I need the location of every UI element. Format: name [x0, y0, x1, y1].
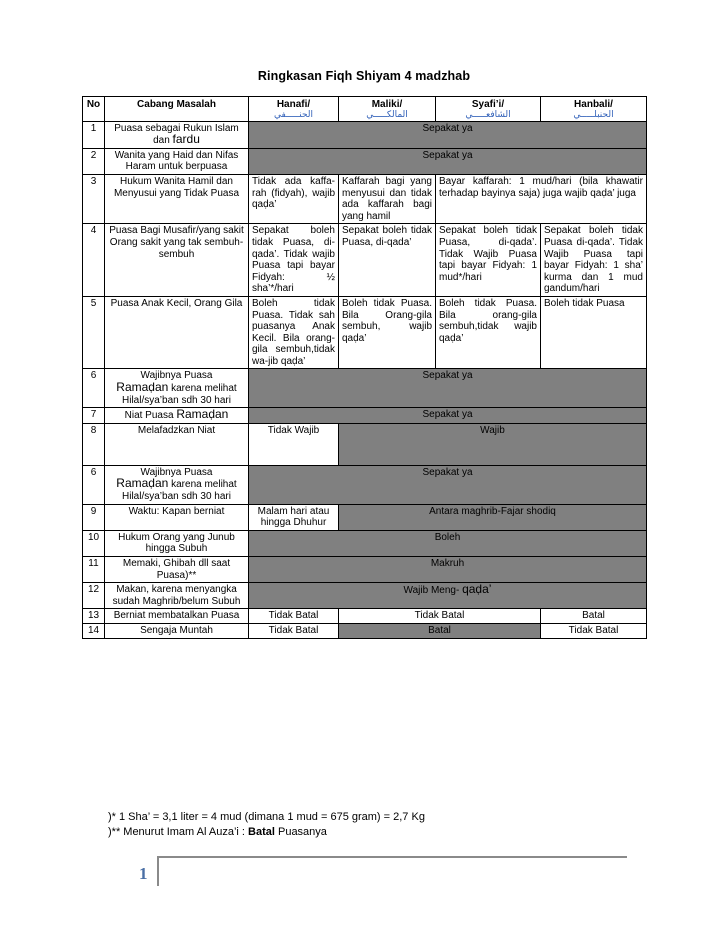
header-masalah: Cabang Masalah	[105, 97, 249, 122]
table-row	[83, 504, 647, 530]
page-footer-rule	[159, 856, 627, 858]
page-footer-divider	[157, 856, 159, 886]
table-row	[83, 121, 647, 148]
table-row	[83, 369, 647, 408]
table-row	[83, 148, 647, 174]
row-masalah: Puasa sebagai Rukun Islam dan fardu	[105, 121, 249, 148]
row-agreement: Sepakat ya	[249, 148, 647, 174]
row-agreement: Makruh	[249, 557, 647, 583]
row-no: 11	[83, 557, 105, 583]
row-masalah: Wanita yang Haid dan Nifas Haram untuk berpuasa	[105, 148, 249, 174]
cell-hanafi: Tidak ada kaffa-rah (fidyah), wajib qaḍa’	[249, 174, 339, 223]
page-title: Ringkasan Fiqh Shiyam 4 madzhab	[257, 69, 471, 83]
row-masalah: Memaki, Ghibah dll saat Puasa)**	[105, 557, 249, 583]
row-masalah: Waktu: Kapan berniat	[105, 504, 249, 530]
cell-hanafi: Tidak Wajib	[249, 423, 339, 465]
row-masalah: Puasa Anak Kecil, Orang Gila	[105, 296, 249, 369]
cell-maliki-syafii: Batal	[339, 623, 541, 638]
cell-hanafi: Tidak Batal	[249, 609, 339, 624]
cell-maliki: Boleh tidak Puasa. Bila Orang-gila sembuh, wajib qaḍa’	[339, 296, 436, 369]
cell-maliki: Sepakat boleh tidak Puasa, di-qada’	[339, 224, 436, 297]
cell-hanafi: Boleh tidak Puasa. Tidak sah puasanya Anak Kecil. Bila orang-gila sembuh,tidak wa-jib qaḍa’	[249, 296, 339, 369]
row-masalah: Puasa Bagi Musafir/yang sakit Orang sakit yang tak sembuh-sembuh	[105, 224, 249, 297]
row-no: 3	[83, 174, 105, 223]
cell-maliki: Kaffarah bagi yang menyusui dan tidak ada kaffarah bagi yang hamil	[339, 174, 436, 223]
cell-syafii-hanbali: Bayar kaffarah: 1 mud/hari (bila khawatir terhadap bayinya saja) juga wajib qaḍa’ juga	[436, 174, 647, 223]
row-masalah: Melafadzkan Niat	[105, 423, 249, 465]
cell-hanbali: Tidak Batal	[541, 623, 647, 638]
row-no: 13	[83, 609, 105, 624]
cell-hanbali: Boleh tidak Puasa	[541, 296, 647, 369]
row-masalah: Berniat membatalkan Puasa	[105, 609, 249, 624]
footnote-sha: )* 1 Sha’ = 3,1 liter = 4 mud (dimana 1 mud = 675 gram) = 2,7 Kg	[108, 811, 425, 823]
row-agreement: Boleh	[249, 530, 647, 556]
row-masalah: Wajibnya Puasa Ramaḍan karena melihat Hilal/sya’ban sdh 30 hari	[105, 369, 249, 408]
page-number: 1	[139, 864, 148, 883]
row-agreement: Wajib Meng- qaḍa’	[249, 583, 647, 609]
cell-hanbali: Batal	[541, 609, 647, 624]
footnotes	[108, 810, 425, 840]
cell-others: Antara maghrib-Fajar shodiq	[339, 504, 647, 530]
cell-others: Wajib	[339, 423, 647, 465]
row-agreement: Sepakat ya	[249, 465, 647, 504]
row-agreement: Sepakat ya	[249, 408, 647, 424]
row-no: 5	[83, 296, 105, 369]
row-masalah: Hukum Wanita Hamil dan Menyusui yang Tidak Puasa	[105, 174, 249, 223]
cell-syafii: Boleh tidak Puasa. Bila orang-gila sembuh,tidak wajib qaḍa’	[436, 296, 541, 369]
row-no: 12	[83, 583, 105, 609]
header-hanafi: Hanafi/ الحنـــــفي	[249, 97, 339, 122]
row-no: 9	[83, 504, 105, 530]
row-masalah: Niat Puasa Ramaḍan	[105, 408, 249, 424]
row-no: 6	[83, 465, 105, 504]
row-agreement: Sepakat ya	[249, 369, 647, 408]
table-row	[83, 423, 647, 465]
table-row	[83, 609, 647, 624]
row-no: 8	[83, 423, 105, 465]
row-no: 6	[83, 369, 105, 408]
row-masalah: Wajibnya Puasa Ramaḍan karena melihat Hilal/sya’ban sdh 30 hari	[105, 465, 249, 504]
table-row	[83, 557, 647, 583]
row-no: 14	[83, 623, 105, 638]
row-masalah: Hukum Orang yang Junub hingga Subuh	[105, 530, 249, 556]
table-row	[83, 465, 647, 504]
header-maliki: Maliki/ المالكـــــي	[339, 97, 436, 122]
header-syafii: Syafi’i/ الشافعـــــي	[436, 97, 541, 122]
table-row	[83, 623, 647, 638]
cell-hanafi: Malam hari atau hingga Dhuhur	[249, 504, 339, 530]
cell-syafii: Sepakat boleh tidak Puasa, di-qada’. Tidak Wajib Puasa tapi bayar Fidyah: 1 mud*/hari	[436, 224, 541, 297]
cell-maliki-syafii: Tidak Batal	[339, 609, 541, 624]
cell-hanbali: Sepakat boleh tidak Puasa di-qada’. Tidak Wajib Puasa tapi bayar Fidyah: 1 sha’ kurma dan 1 mud gandum/hari	[541, 224, 647, 297]
cell-hanafi: Sepakat boleh tidak Puasa, di-qada’. Tidak wajib Puasa tapi bayar Fidyah: ½ sha’*/hari	[249, 224, 339, 297]
table-row	[83, 408, 647, 424]
row-no: 7	[83, 408, 105, 424]
footnote-auzai: )** Menurut Imam Al Auza’i : Batal Puasanya	[108, 826, 327, 838]
header-row	[83, 97, 647, 122]
table-row	[83, 174, 647, 223]
table-row	[83, 530, 647, 556]
fiqh-table	[82, 96, 647, 639]
row-no: 4	[83, 224, 105, 297]
row-masalah: Makan, karena menyangka sudah Maghrib/belum Subuh	[105, 583, 249, 609]
row-no: 10	[83, 530, 105, 556]
table-row	[83, 296, 647, 369]
row-agreement: Sepakat ya	[249, 121, 647, 148]
row-masalah: Sengaja Muntah	[105, 623, 249, 638]
cell-hanafi: Tidak Batal	[249, 623, 339, 638]
header-hanbali: Hanbali/ الحنبلـــــي	[541, 97, 647, 122]
row-no: 1	[83, 121, 105, 148]
row-no: 2	[83, 148, 105, 174]
table-row	[83, 224, 647, 297]
table-row	[83, 583, 647, 609]
header-no: No	[83, 97, 105, 122]
